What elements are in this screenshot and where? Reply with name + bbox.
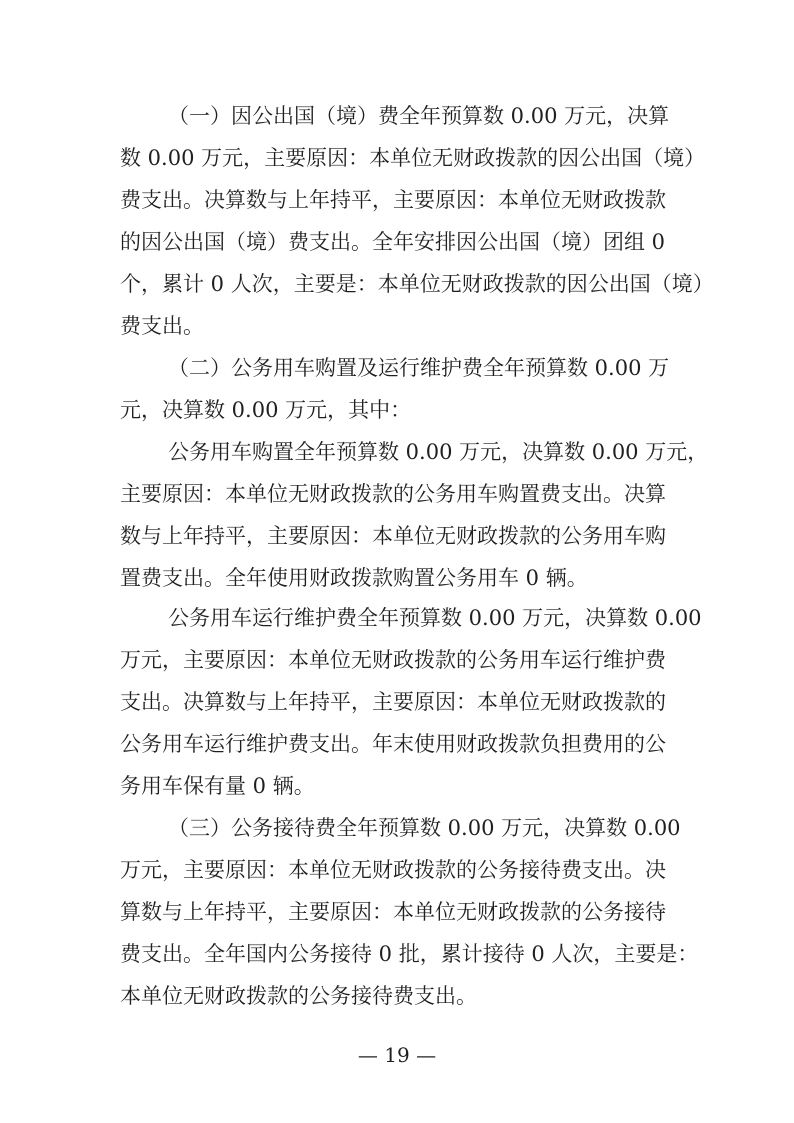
paragraph-5-line-3: 算数与上年持平，主要原因：本单位无财政拨款的公务接待: [120, 900, 666, 924]
paragraph-1-line-3: 费支出。决算数与上年持平，主要原因：本单位无财政拨款: [120, 188, 666, 212]
paragraph-1-line-6: 费支出。: [120, 314, 204, 338]
paragraph-4-line-1: 公务用车运行维护费全年预算数 0.00 万元，决算数 0.00: [168, 606, 702, 630]
paragraph-4-line-4: 公务用车运行维护费支出。年末使用财政拨款负担费用的公: [120, 732, 666, 756]
paragraph-1-line-2: 数 0.00 万元，主要原因：本单位无财政拨款的因公出国（境）: [120, 146, 706, 170]
paragraph-1-line-4: 的因公出国（境）费支出。全年安排因公出国（境）团组 0: [120, 230, 666, 254]
paragraph-2-line-2: 元，决算数 0.00 万元，其中：: [120, 398, 412, 422]
paragraph-4-line-5: 务用车保有量 0 辆。: [120, 774, 315, 798]
paragraph-5-line-2: 万元，主要原因：本单位无财政拨款的公务接待费支出。决: [120, 858, 666, 882]
paragraph-3-line-1: 公务用车购置全年预算数 0.00 万元，决算数 0.00 万元，: [168, 440, 709, 464]
paragraph-3-line-3: 数与上年持平，主要原因：本单位无财政拨款的公务用车购: [120, 524, 666, 548]
paragraph-5-line-1: （三）公务接待费全年预算数 0.00 万元，决算数 0.00: [168, 816, 681, 840]
paragraph-5-line-4: 费支出。全年国内公务接待 0 批，累计接待 0 人次，主要是：: [120, 942, 699, 966]
paragraph-1-line-1: （一）因公出国（境）费全年预算数 0.00 万元，决算: [168, 104, 670, 128]
page-number: — 19 —: [357, 1043, 437, 1067]
paragraph-1-line-5: 个，累计 0 人次，主要是：本单位无财政拨款的因公出国（境）: [120, 272, 714, 296]
paragraph-3-line-4: 置费支出。全年使用财政拨款购置公务用车 0 辆。: [120, 566, 588, 590]
paragraph-2-line-1: （二）公务用车购置及运行维护费全年预算数 0.00 万: [168, 356, 670, 380]
paragraph-4-line-2: 万元，主要原因：本单位无财政拨款的公务用车运行维护费: [120, 648, 666, 672]
paragraph-3-line-2: 主要原因：本单位无财政拨款的公务用车购置费支出。决算: [120, 482, 666, 506]
paragraph-5-line-5: 本单位无财政拨款的公务接待费支出。: [120, 984, 477, 1008]
paragraph-4-line-3: 支出。决算数与上年持平，主要原因：本单位无财政拨款的: [120, 690, 666, 714]
